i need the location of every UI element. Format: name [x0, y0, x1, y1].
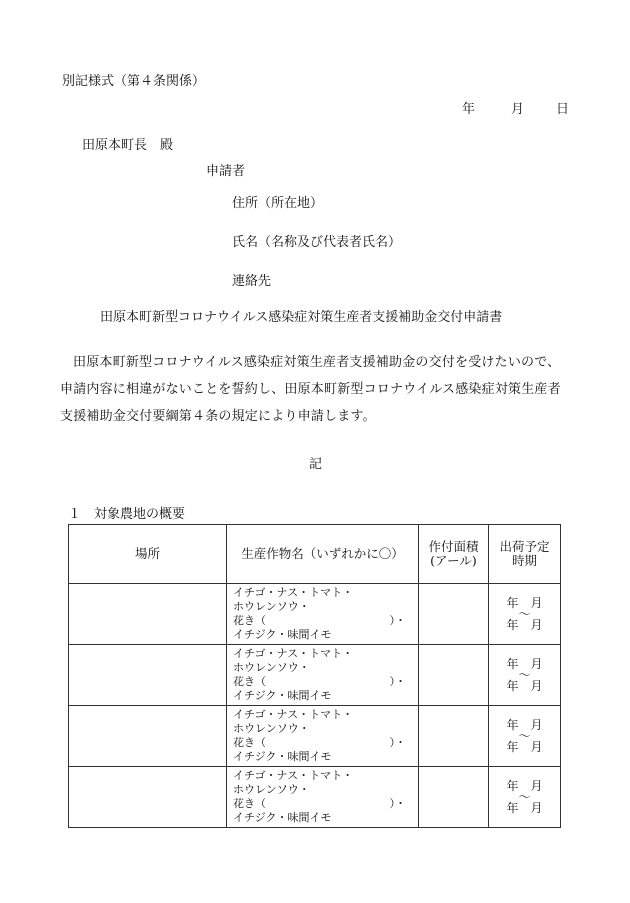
crop-line-3	[233, 797, 418, 811]
date-year-label: 年	[462, 102, 476, 117]
period-start-year: 年	[506, 717, 519, 732]
date-line	[462, 98, 569, 117]
place-cell[interactable]	[69, 706, 227, 767]
crop-line-3	[233, 675, 418, 689]
body-paragraph: 田原本町新型コロナウイルス感染症対策生産者支援補助金の交付を受けたいので、申請内容に相違がないことを誓約し、田原本町新型コロナウイルス感染症対策生産者支援補助金交付要綱第４条の規定により申請します。	[60, 355, 561, 424]
shipping-period-cell[interactable]	[489, 645, 561, 706]
period-end-month: 月	[530, 617, 543, 632]
period-tilde: ～	[518, 728, 531, 743]
shipping-period-cell[interactable]	[489, 706, 561, 767]
place-cell[interactable]	[69, 767, 227, 828]
crop-flowers-close: ）・	[389, 614, 406, 627]
crop-flowers-open: 花き（	[233, 614, 266, 627]
area-cell[interactable]	[419, 706, 489, 767]
period-start-month: 月	[530, 778, 543, 793]
crop-line-2: ホウレンソウ・	[233, 722, 310, 735]
crop-line-3	[233, 614, 418, 628]
crop-line-4: イチジク・味間イモ	[233, 750, 332, 763]
crop-line-1: イチゴ・ナス・トマト・	[233, 708, 354, 721]
crop-line-2: ホウレンソウ・	[233, 661, 310, 674]
period-end	[489, 741, 560, 754]
header-place: 場所	[69, 525, 227, 584]
name-label: 氏名（名称及び代表者氏名）	[232, 235, 402, 250]
header-crop: 生産作物名（いずれかに〇）	[227, 525, 419, 584]
header-shipping	[489, 525, 561, 584]
crop-flowers-open: 花き（	[233, 797, 266, 810]
period-start-month: 月	[530, 656, 543, 671]
farmland-table	[68, 524, 561, 828]
period-end	[489, 619, 560, 632]
place-cell[interactable]	[69, 645, 227, 706]
crop-line-4: イチジク・味間イモ	[233, 689, 332, 702]
area-cell[interactable]	[419, 584, 489, 645]
period-start-year: 年	[506, 778, 519, 793]
table-header-row	[69, 525, 561, 584]
period-end-year: 年	[506, 800, 519, 815]
period-end	[489, 802, 560, 815]
period-end-year: 年	[506, 739, 519, 754]
period-start-month: 月	[530, 717, 543, 732]
form-label: 別記様式（第４条関係）	[62, 74, 206, 89]
date-day-label: 日	[556, 102, 570, 117]
header-area	[419, 525, 489, 584]
crop-line-2: ホウレンソウ・	[233, 600, 310, 613]
header-area-line1: 作付面積	[428, 539, 479, 554]
crop-cell[interactable]	[227, 584, 419, 645]
table-row	[69, 645, 561, 706]
crop-cell[interactable]	[227, 645, 419, 706]
period-end	[489, 680, 560, 693]
crop-line-4: イチジク・味間イモ	[233, 628, 332, 641]
crop-cell[interactable]	[227, 706, 419, 767]
period-tilde: ～	[518, 789, 531, 804]
crop-line-4: イチジク・味間イモ	[233, 811, 332, 824]
period-end-year: 年	[506, 617, 519, 632]
shipping-period-cell[interactable]	[489, 767, 561, 828]
crop-flowers-close: ）・	[389, 797, 406, 810]
section-heading	[68, 503, 185, 522]
crop-line-1: イチゴ・ナス・トマト・	[233, 586, 354, 599]
crop-line-1: イチゴ・ナス・トマト・	[233, 769, 354, 782]
crop-cell[interactable]	[227, 767, 419, 828]
document-title: 田原本町新型コロナウイルス感染症対策生産者支援補助金交付申請書	[100, 310, 503, 325]
contact-label: 連絡先	[232, 274, 272, 289]
period-end-month: 月	[530, 678, 543, 693]
area-cell[interactable]	[419, 645, 489, 706]
crop-line-2: ホウレンソウ・	[233, 783, 310, 796]
area-cell[interactable]	[419, 767, 489, 828]
crop-line-1: イチゴ・ナス・トマト・	[233, 647, 354, 660]
table-row	[69, 584, 561, 645]
period-start-year: 年	[506, 595, 519, 610]
period-start-month: 月	[530, 595, 543, 610]
section-number: １	[68, 507, 82, 522]
applicant-label: 申請者	[206, 164, 246, 179]
crop-line-3	[233, 736, 418, 750]
crop-flowers-open: 花き（	[233, 736, 266, 749]
ki-heading: 記	[309, 457, 323, 472]
crop-flowers-close: ）・	[389, 675, 406, 688]
addressee: 田原本町長 殿	[82, 138, 174, 153]
table-row	[69, 706, 561, 767]
period-tilde: ～	[518, 667, 531, 682]
address-label: 住所（所在地）	[232, 196, 324, 211]
shipping-period-cell[interactable]	[489, 584, 561, 645]
period-start-year: 年	[506, 656, 519, 671]
period-end-month: 月	[530, 800, 543, 815]
period-end-month: 月	[530, 739, 543, 754]
period-tilde: ～	[518, 606, 531, 621]
crop-flowers-open: 花き（	[233, 675, 266, 688]
section-title: 対象農地の概要	[94, 507, 186, 522]
period-end-year: 年	[506, 678, 519, 693]
header-shipping-line1: 出荷予定	[499, 539, 550, 554]
date-month-label: 月	[511, 102, 525, 117]
crop-flowers-close: ）・	[389, 736, 406, 749]
header-area-line2: (アール)	[430, 553, 477, 568]
place-cell[interactable]	[69, 584, 227, 645]
table-row	[69, 767, 561, 828]
header-shipping-line2: 時期	[511, 553, 537, 568]
